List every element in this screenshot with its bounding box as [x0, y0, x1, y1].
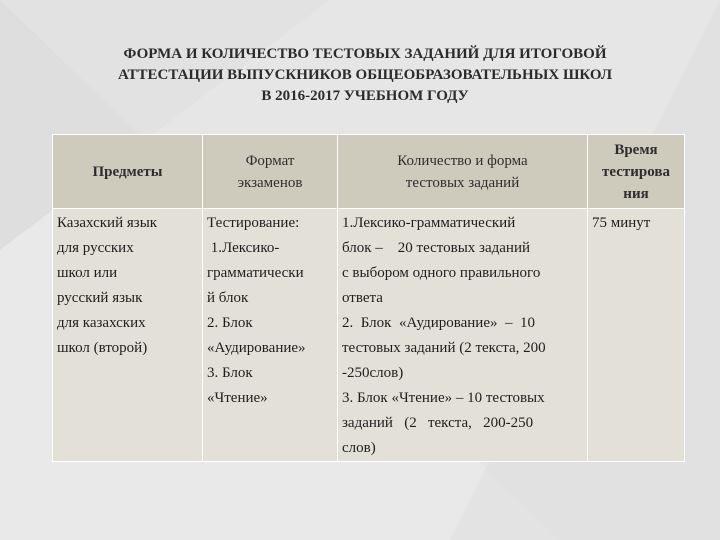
cell-count: [338, 209, 588, 462]
count-line: блок – 20 тестовых заданий: [342, 240, 530, 256]
cell-subjects: [53, 209, 203, 462]
count-line: 2. Блок «Аудирование» – 10: [342, 315, 535, 331]
header-time-line-3: ния: [623, 185, 649, 202]
header-time-line-1: Время: [614, 141, 658, 158]
header-count-line-1: Количество и форма: [397, 152, 528, 169]
title-line-2: АТТЕСТАЦИИ ВЫПУСКНИКОВ ОБЩЕОБРАЗОВАТЕЛЬНЫХ ШКОЛ: [117, 67, 613, 83]
page-title: [40, 44, 690, 107]
format-line: й блок: [207, 290, 249, 306]
format-line: «Чтение»: [207, 390, 268, 406]
format-line: Тестирование:: [207, 215, 300, 231]
subject-line: для казахских: [57, 315, 146, 331]
subject-line: русский язык: [57, 290, 143, 306]
count-line: заданий (2 текста, 200-250: [342, 415, 534, 431]
count-line: ответа: [342, 290, 383, 306]
header-time: [588, 135, 685, 209]
format-line: грамматически: [207, 265, 304, 281]
count-line: тестовых заданий (2 текста, 200: [342, 340, 546, 356]
table-header-row: [53, 135, 685, 209]
time-value: 75 минут: [592, 215, 651, 231]
format-line: 1.Лексико-: [207, 240, 280, 256]
table-row: [53, 209, 685, 462]
count-line: с выбором одного правильного: [342, 265, 541, 281]
count-line: -250слов): [342, 365, 404, 381]
subject-line: школ или: [57, 265, 118, 281]
header-count: [338, 135, 588, 209]
cell-format: [203, 209, 338, 462]
cell-time: [588, 209, 685, 462]
header-format-line-1: Формат: [245, 152, 295, 169]
subject-line: Казахский язык: [57, 215, 158, 231]
format-line: «Аудирование»: [207, 340, 306, 356]
format-line: 3. Блок: [207, 365, 253, 381]
subject-line: школ (второй): [57, 340, 148, 356]
header-format-line-2: экзаменов: [237, 174, 303, 191]
count-line: слов): [342, 440, 376, 456]
title-line-3: В 2016-2017 УЧЕБНОМ ГОДУ: [261, 88, 469, 104]
count-line: 1.Лексико-грамматический: [342, 215, 516, 231]
subject-line: для русских: [57, 240, 134, 256]
header-count-line-2: тестовых заданий: [405, 174, 520, 191]
format-line: 2. Блок: [207, 315, 253, 331]
header-subjects: Предметы: [53, 135, 203, 209]
header-time-line-2: тестирова: [602, 163, 670, 180]
title-line-1: ФОРМА И КОЛИЧЕСТВО ТЕСТОВЫХ ЗАДАНИЙ ДЛЯ ИТОГОВОЙ: [123, 46, 607, 62]
test-tasks-table: [52, 134, 685, 462]
header-format: [203, 135, 338, 209]
count-line: 3. Блок «Чтение» – 10 тестовых: [342, 390, 545, 406]
